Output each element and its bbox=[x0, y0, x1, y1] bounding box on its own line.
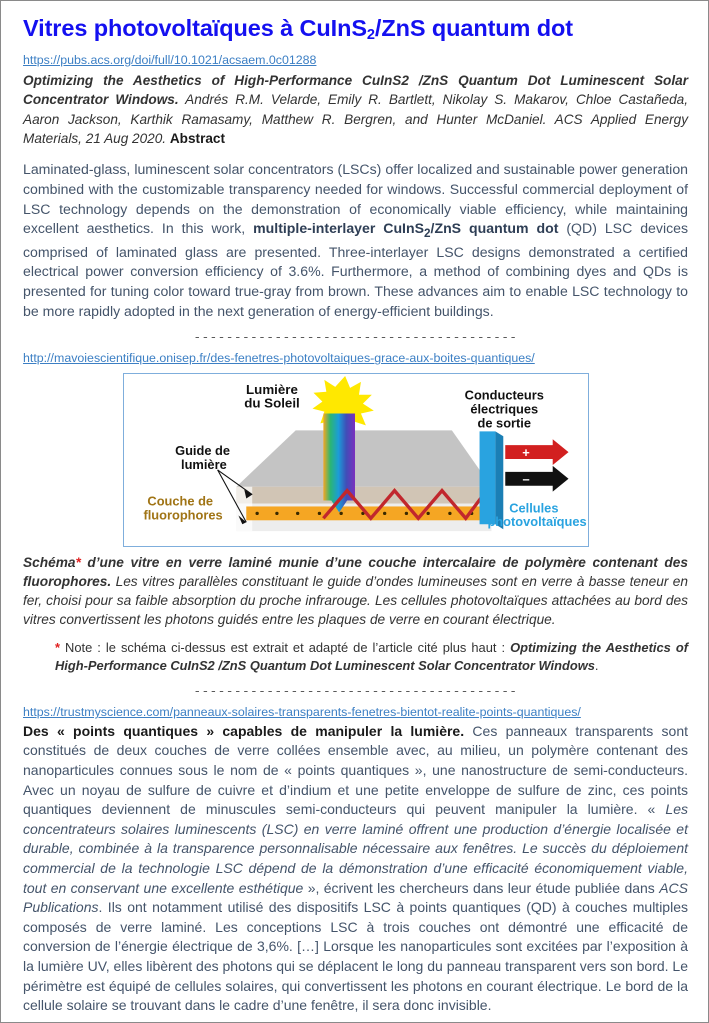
caption-bold-rest: d’une vitre en verre laminé munie d’une couche intercalaire de polymère contenant des fluorophores. bbox=[23, 554, 688, 590]
abstract-paragraph bbox=[23, 160, 688, 321]
figure-caption bbox=[23, 553, 688, 630]
figure-note bbox=[23, 639, 688, 676]
section3-lead-bold: Des « points quantiques » capables de manipuler la lumière. bbox=[23, 722, 465, 739]
article-reference bbox=[23, 71, 688, 148]
abstract-label: Abstract bbox=[169, 130, 226, 146]
note-period: . bbox=[594, 657, 599, 673]
separator-1: ---------------------------------------- bbox=[193, 331, 518, 346]
abstract-bold-before: multiple-interlayer CuInS bbox=[253, 220, 424, 237]
caption-bold-schema: Schéma bbox=[23, 554, 76, 570]
section3-part-2: », écrivent les chercheurs dans leur étude publiée dans bbox=[303, 879, 660, 896]
glass-top-face bbox=[236, 430, 491, 486]
link-trustmyscience[interactable]: https://trustmyscience.com/panneaux-solaires-transparents-fenetres-bientot-realite-points-quantiques/ bbox=[23, 705, 581, 720]
title-subscript: 2 bbox=[366, 27, 375, 44]
note-article-title: Optimizing the Aesthetics of High-Performance CuInS2 /ZnS Quantum Dot Luminescent Solar Concentrator Windows bbox=[55, 639, 688, 673]
figure-container bbox=[23, 373, 688, 547]
label-conductors-line2: électriques bbox=[469, 401, 538, 417]
section3-part-1: Ces panneaux transparents sont constitués de deux couches de verre collées ensemble avec, au milieu, un polymère contenant des nanoparticules connues sous le nom de « points quantiques », une nanostructure de semi-conducteurs. Avec un noyau de sulfure de cuivre et d’indium et une petite enveloppe de sulfure de zinc, ces points quantiques deviennent de minuscules semi-conducteurs qui peuvent manipuler la lumière. « bbox=[23, 722, 688, 818]
svg-text:+: + bbox=[521, 445, 530, 461]
title-text-before: Vitres photovoltaïques à CuInS bbox=[23, 15, 367, 41]
note-asterisk: * bbox=[55, 639, 61, 655]
caption-body: Les vitres parallèles constituant le guide d’ondes lumineuses sont en verre à basse teneur en fer, choisi pour sa faible absorption du proche infrarouge. Les cellules photovoltaïques attachées au bord des vitres convertissent les photons guidés entre les plaques de verre en courant électrique. bbox=[23, 574, 688, 628]
positive-output-arrow bbox=[505, 439, 568, 465]
abstract-part-1: Laminated-glass, luminescent solar concentrators (LSCs) offer localized and sustainable power generation combined with the customizable transparency needed for windows. Successful commercial deployment of LSC technology depends on the demonstration of economically viable efficiency, while maintaining excellent aesthetics. In this work, bbox=[23, 161, 688, 237]
label-sunlight-line1: Lumière bbox=[245, 381, 298, 397]
pv-cell-bar bbox=[479, 431, 495, 524]
label-sunlight-line2: du Soleil bbox=[243, 395, 300, 411]
article-authors: Andrés R.M. Velarde, Emily R. Bartlett, Nikolay S. Makarov, Chloe Castañeda, Aaron Jackson, Karthik Ramasamy, Matthew R. Bergren, and Hunter McDaniel. ACS Applied Energy Materials, 21 Aug 2020. bbox=[23, 92, 688, 146]
negative-output-arrow bbox=[505, 466, 568, 492]
label-fluorophore-line2: fluorophores bbox=[142, 507, 223, 523]
label-light-guide-line2: lumière bbox=[180, 456, 227, 472]
lsc-diagram-figure bbox=[123, 373, 589, 547]
section3-part-3: . Ils ont notamment utilisé des dispositifs LSC à points quantiques (QD) à couches multiples composés de verre laminé. Les conceptions LSC à trois couches ont démontré une efficacité de conversion de l’énergie électrique de 3,6%. […] Lorsque les nanoparticules sont excitées par l’exposition à la lumière UV, elles libèrent des photons qui se déplacent le long du panneau transparent vers son bord. Le périmètre est équipé de cellules solaires, qui convertissent les photons en courant électrique. Le bord de la cellule solaire se trouvant dans le cadre d’une fenêtre, il sera donc invisible. bbox=[23, 899, 688, 1014]
abstract-part-2: (QD) LSC devices comprised of laminated glass are presented. Three-interlayer LSC designs demonstrated a certified electrical power conversion efficiency of 3.6%. Furthermore, a method of combining dyes and QDs is presented for tuning color toward true-gray from brown. These advances aim to enable LSC technology to be more rapidly adopted in the next generation of energy-efficient buildings. bbox=[23, 220, 689, 319]
note-text: Note : le schéma ci-dessus est extrait et adapté de l’article cité plus haut : bbox=[60, 639, 511, 655]
label-light-guide-line1: Guide de bbox=[174, 443, 230, 459]
svg-text:–: – bbox=[521, 471, 530, 487]
page-content bbox=[1, 1, 708, 1016]
caption-asterisk: * bbox=[75, 554, 81, 570]
label-fluorophore-line1: Couche de bbox=[146, 493, 213, 509]
title-text-after: /ZnS quantum dot bbox=[374, 15, 574, 41]
page-title bbox=[23, 15, 688, 44]
lsc-diagram-svg bbox=[124, 374, 588, 546]
separator-2: ---------------------------------------- bbox=[193, 685, 518, 700]
abstract-bold-after: /ZnS quantum dot bbox=[430, 220, 559, 237]
abstract-bold-subscript: 2 bbox=[424, 227, 431, 241]
abstract-bold-term bbox=[253, 220, 559, 241]
link-acs-publication[interactable]: https://pubs.acs.org/doi/full/10.1021/acsaem.0c01288 bbox=[23, 52, 317, 67]
label-pv-cells-line2: photovoltaïques bbox=[486, 514, 587, 530]
section3-quote-italic: Les concentrateurs solaires luminescents (LSC) en verre laminé offrent une production d’énergie localisée et durable, combinée à la transparence personnalisable nécessaire aux fenêtres. Le succès du déploiement commercial de la technologie LSC dépend de la démonstration d’une efficacité économiquement viable, tout en conservant une excellente esthétique bbox=[23, 801, 688, 896]
glass-front-face bbox=[236, 487, 491, 504]
section3-paragraph bbox=[23, 722, 688, 1016]
label-pv-cells-line1: Cellules bbox=[508, 500, 558, 516]
link-onisep[interactable]: http://mavoiescientifique.onisep.fr/des-fenetres-photovoltaiques-grace-aux-boites-quantiques/ bbox=[23, 351, 535, 366]
section3-acs-italic: ACS Publications bbox=[23, 879, 688, 916]
label-conductors-line1: Conducteurs bbox=[464, 387, 544, 403]
article-title-acs: Optimizing the Aesthetics of High-Performance CuInS2 /ZnS Quantum Dot Luminescent Solar Concentrator Windows. bbox=[23, 73, 688, 108]
label-conductors-line3: de sortie bbox=[477, 415, 531, 431]
